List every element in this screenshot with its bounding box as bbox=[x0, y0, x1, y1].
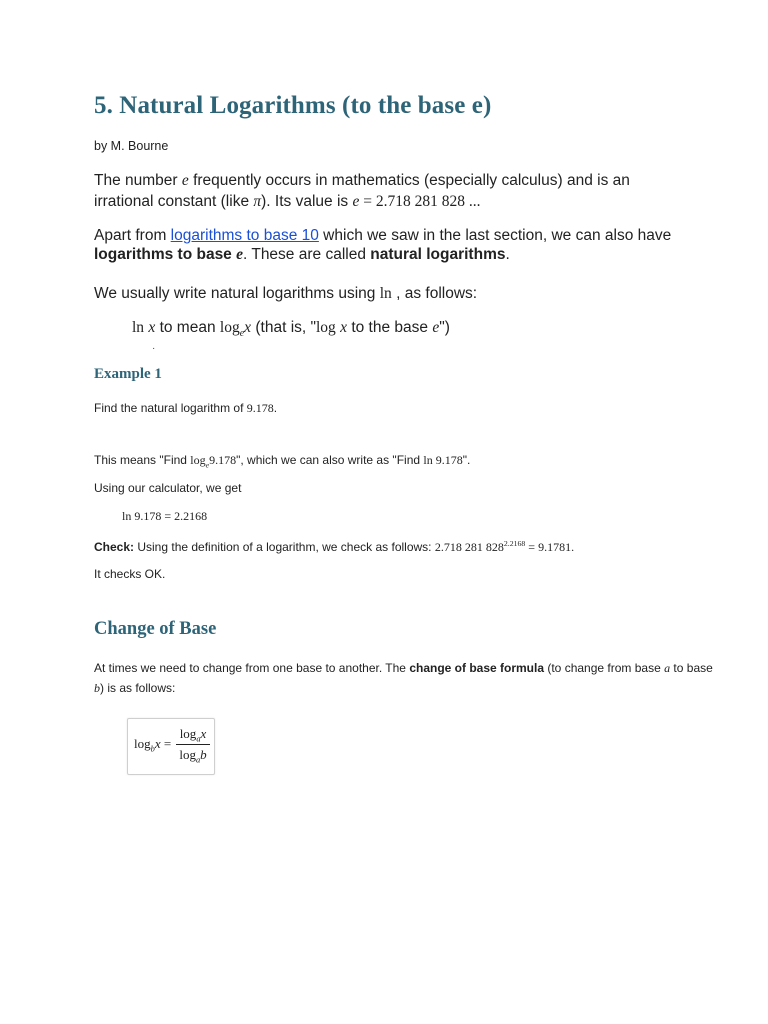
formula-numerator: $\log_ax$ bbox=[179, 726, 207, 744]
stray-dot: · bbox=[152, 343, 156, 354]
example-using-text: Using our calculator, we get bbox=[94, 481, 242, 495]
intro-line-2: irrational constant (like π). Its value is e = 2.718 281 828 ... bbox=[94, 193, 481, 210]
example-find-text: Find the natural logarithm of 9.178. bbox=[94, 401, 278, 415]
example-check-text: Check: Using the definition of a logarithm, we check as follows: 2.718 281 $828^{2.2168} = 9.1781$. bbox=[94, 539, 575, 554]
apart-line-1: Apart from logarithms to base 10 which we saw in the last section, we can also have bbox=[94, 227, 672, 244]
change-of-base-heading: Change of Base bbox=[94, 619, 217, 639]
fraction-bar bbox=[176, 744, 210, 745]
example-result: ln 9.178 = 2.2168 bbox=[122, 509, 208, 523]
formula-denominator: $\log_ab$ bbox=[179, 747, 207, 765]
formula-fraction bbox=[176, 726, 210, 763]
example-means-text: This means "Find $\log_e9.178$", which we can also write as "Find ln 9.178". bbox=[94, 453, 471, 470]
intro-line-1: The number e frequently occurs in mathematics (especially calculus) and is an bbox=[94, 172, 630, 189]
example-1-heading: Example 1 bbox=[94, 366, 162, 382]
page-title: 5. Natural Logarithms (to the base e) bbox=[94, 92, 492, 119]
change-of-base-formula bbox=[127, 718, 215, 775]
change-of-base-line-1: At times we need to change from one base to another. The change of base formula (to change from base a to base bbox=[94, 661, 713, 675]
example-ok-text: It checks OK. bbox=[94, 567, 166, 581]
formula-lhs: $\log_bx$ = bbox=[134, 736, 172, 754]
apart-line-2: logarithms to base e. These are called natural logarithms. bbox=[94, 246, 510, 263]
logarithms-base-10-link[interactable]: logarithms to base 10 bbox=[170, 227, 319, 244]
usually-write-text: We usually write natural logarithms using ln , as follows: bbox=[94, 285, 478, 302]
ln-definition: ln x to mean $\log_ex$ (that is, "log x to the base e") bbox=[132, 319, 450, 340]
change-of-base-line-2: b) is as follows: bbox=[94, 681, 176, 695]
author-byline: by M. Bourne bbox=[94, 139, 169, 153]
